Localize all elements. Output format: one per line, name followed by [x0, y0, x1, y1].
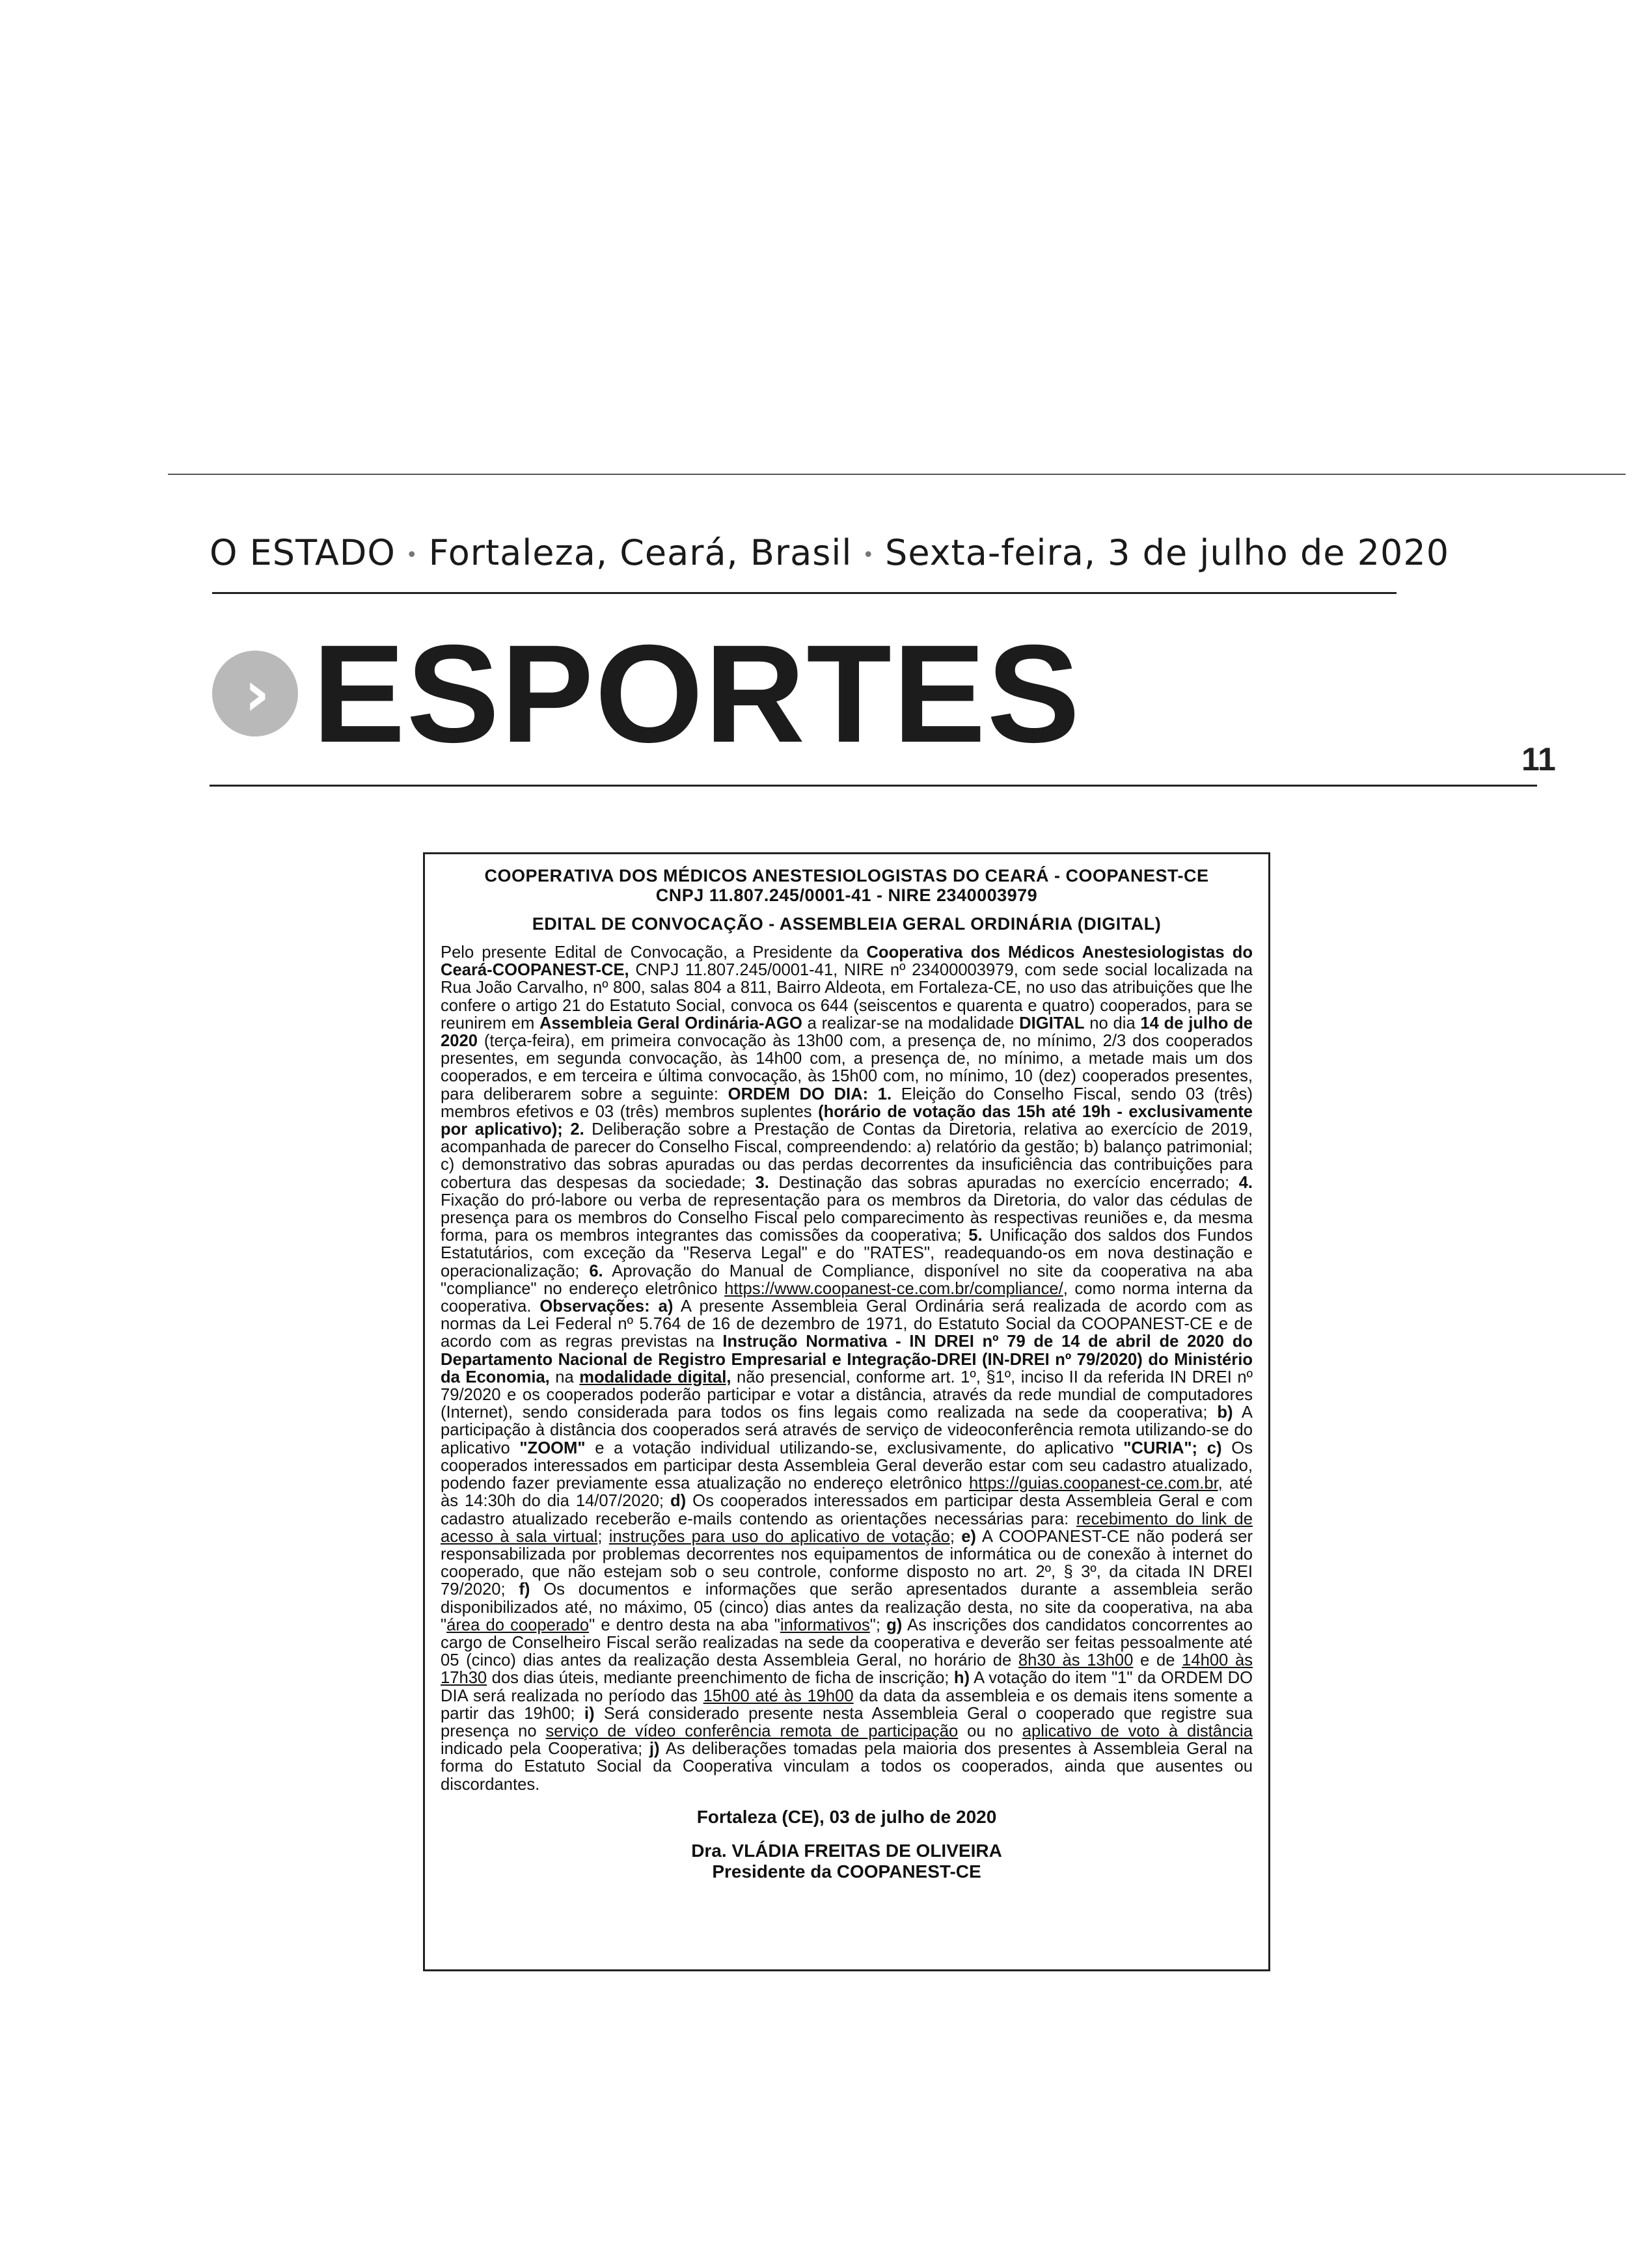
notice-text-run: "ZOOM": [519, 1438, 586, 1457]
notice-text-run: " e dentro desta na aba ": [589, 1615, 780, 1634]
notice-text-run: (horário de votação das 15h até 19h - exclusivamente por aplicativo); 2.: [441, 1102, 1253, 1139]
notice-text-run: a realizar-se na modalidade: [802, 1014, 1020, 1033]
notice-text-run: ;: [597, 1527, 609, 1546]
notice-text-run: 14h00 às 17h30: [441, 1651, 1253, 1688]
notice-text-run: 4.: [1238, 1173, 1253, 1192]
signatory-name: Dra. VLÁDIA FREITAS DE OLIVEIRA: [691, 1840, 1002, 1861]
notice-text-run: instruções para uso do aplicativo de votação: [608, 1527, 950, 1546]
notice-text-run: Pelo presente Edital de Convocação, a Presidente da: [441, 943, 867, 962]
notice-text-run: Deliberação sobre a Prestação de Contas da Diretoria, relativa ao exercício de 2019, acompanhada de parecer do Conselho Fiscal, compreendendo: a) relatório da gestão; b) balanço patrimonial; c) demonstrativo das sobras apuradas ou das perdas decorrentes da insuficiência das contribuições para cobertura das despesas da sociedade;: [441, 1120, 1253, 1192]
notice-text-run: Os cooperados interessados em participar desta Assembleia Geral e com cadastro atualizado receberão e-mails contendo as orientações necessárias para:: [441, 1492, 1253, 1528]
notice-text-run: A participação à distância dos cooperados será através de serviço de videoconferência remota utilizando-se do aplicativo: [441, 1403, 1253, 1457]
notice-text-run: 14 de julho de 2020: [441, 1014, 1253, 1051]
notice-text-run: Unificação dos saldos dos Fundos Estatutários, com exceção da "Reserva Legal" e do "RATES", readequando-os em nova destinação e operacionalização;: [441, 1226, 1253, 1280]
notice-text-run: 5.: [968, 1226, 983, 1245]
notice-title: EDITAL DE CONVOCAÇÃO - ASSEMBLEIA GERAL ORDINÁRIA (DIGITAL): [532, 914, 1162, 934]
notice-text-run: DIGITAL: [1019, 1014, 1085, 1033]
notice-text-run: A votação do item "1" da ORDEM DO DIA será realizada no período das: [441, 1669, 1253, 1705]
notice-text-run: h): [953, 1669, 970, 1688]
notice-text-run: (terça-feira), em primeira convocação às 13h00 com, a presença de, no mínimo, 2/3 dos cooperados presentes, em segunda convocação, às 14h00 com, a presença de, no mínimo, a metade mais um dos cooperados, e em terceira e última convocação, às 15h00 com, no mínimo, 10 (dez) cooperados presentes, para deliberarem sobre a seguinte:: [441, 1032, 1253, 1103]
notice-text-run: dos dias úteis, mediante preenchimento de ficha de inscrição;: [487, 1669, 954, 1688]
org-name: COOPERATIVA DOS MÉDICOS ANESTESIOLOGISTAS DO CEARÁ - COOPANEST-CE: [484, 866, 1209, 885]
notice-text-run: Destinação das sobras apuradas no exercício encerrado;: [769, 1173, 1239, 1192]
notice-text-run: 15h00 até às 19h00: [703, 1686, 854, 1705]
notice-text-run: https://guias.coopanest-ce.com.br,: [968, 1474, 1223, 1493]
notice-text-run: Assembleia Geral Ordinária-AGO: [539, 1014, 802, 1033]
notice-text-run: área do cooperado: [446, 1615, 590, 1634]
notice-text-run: indicado pela Cooperativa;: [441, 1740, 649, 1759]
notice-text-run: https://www.coopanest-ce.com.br/compliance/: [724, 1279, 1063, 1298]
masthead-line: [210, 532, 1450, 573]
place-date: Fortaleza (CE), 03 de julho de 2020: [696, 1806, 997, 1827]
notice-text-run: b): [1217, 1403, 1233, 1422]
notice-text-run: Eleição do Conselho Fiscal, sendo 03 (três) membros efetivos e 03 (três) membros suplentes: [441, 1085, 1253, 1121]
registry-line: CNPJ 11.807.245/0001-41 - NIRE 2340003979: [655, 885, 1038, 905]
notice-text-run: Os documentos e informações que serão apresentados durante a assembleia serão disponibilizados até, no máximo, 05 (cinco) dias antes da realização desta, no site da cooperativa, na aba ": [441, 1580, 1253, 1634]
notice-text-run: CNPJ 11.807.245/0001-41, NIRE nº 23400003979, com sede social localizada na Rua João Carvalho, nº 800, salas 804 a 811, Bairro Aldeota, em Fortaleza-CE, no uso das atribuições que lhe confere o artigo 21 do Estatuto Social, convoca os 644 (seiscentos e quarenta e quatro) cooperados, para se reunirem em: [441, 961, 1253, 1033]
notice-text-run: "CURIA"; c): [1123, 1438, 1222, 1457]
notice-text-run: 8h30 às 13h00: [1018, 1651, 1134, 1670]
notice-text-run: e): [961, 1527, 976, 1546]
notice-text-run: e de: [1133, 1651, 1182, 1670]
issue-date: Sexta-feira, 3 de julho de 2020: [885, 532, 1450, 573]
separator-dot: •: [862, 543, 875, 567]
page-number: 11: [1521, 741, 1556, 777]
notice-text-run: As inscrições dos candidatos concorrentes ao cargo de Conselheiro Fiscal serão realizadas na sede da cooperativa e deverão ser feitas pessoalmente até 05 (cinco) dias antes da realização desta Assembleia Geral, no horário de: [441, 1615, 1253, 1670]
notice-text-run: ;: [949, 1527, 962, 1546]
notice-text-run: e a votação individual utilizando-se, exclusivamente, do aplicativo: [585, 1438, 1124, 1457]
signatory-role: Presidente da COOPANEST-CE: [712, 1861, 981, 1882]
legal-notice: [423, 852, 1270, 1971]
notice-text-run: f): [519, 1580, 530, 1599]
notice-text-run: informativos: [780, 1615, 870, 1634]
notice-text-run: serviço de vídeo conferência remota de participação: [545, 1721, 959, 1740]
notice-text-run: modalidade digital,: [579, 1368, 731, 1386]
notice-text-run: A presente Assembleia Geral Ordinária será realizada de acordo com as normas da Lei Federal nº 5.764 de 16 de dezembro de 1971, do Estatuto Social da COOPANEST-CE e de acordo com as regras previstas na: [441, 1297, 1253, 1351]
notice-text-run: recebimento do link de acesso à sala virtual: [441, 1509, 1253, 1546]
notice-body: [441, 944, 1253, 1794]
notice-text-run: As deliberações tomadas pela maioria dos presentes à Assembleia Geral na forma do Estatuto Social da Cooperativa vinculam a todos os cooperados, ainda que ausentes ou discordantes.: [441, 1740, 1253, 1794]
chevron-right-icon: ›: [212, 651, 298, 736]
section-rule: [210, 785, 1537, 787]
top-rule: [168, 474, 1626, 475]
newspaper-name: O ESTADO: [210, 532, 396, 573]
notice-text-run: Cooperativa dos Médicos Anestesiologistas do Ceará-COOPANEST-CE,: [441, 943, 1253, 980]
notice-text-run: g): [886, 1615, 903, 1634]
notice-text-run: i): [584, 1704, 595, 1723]
notice-text-run: Fixação do pró-labore ou verba de representação para os membros da Diretoria, do valor das cédulas de presença para os membros do Conselho Fiscal pelo comparecimento às respectivas reuniões e, da mesma forma, para os membros integrantes das comissões da cooperativa;: [441, 1191, 1253, 1245]
notice-text-run: no dia: [1084, 1014, 1141, 1033]
notice-text-run: d): [670, 1492, 687, 1511]
notice-text-run: ou no: [958, 1721, 1022, 1740]
notice-text-run: até às 14:30h do dia 14/07/2020;: [441, 1474, 1253, 1511]
notice-text-run: Observações: a): [539, 1297, 674, 1316]
notice-text-run: da data da assembleia e os demais itens somente a partir das 19h00;: [441, 1686, 1253, 1723]
notice-text-run: ";: [869, 1615, 887, 1634]
notice-text-run: não presencial, conforme art. 1º, §1º, inciso II da referida IN DREI nº 79/2020 e os cooperados poderão participar e votar a distância, através da rede mundial de computadores (Internet), sendo considerada para todos os fins legais como realizada na sede da cooperativa;: [441, 1368, 1253, 1422]
notice-text-run: , como norma interna da cooperativa.: [441, 1279, 1253, 1316]
notice-text-run: j): [649, 1740, 660, 1759]
notice-text-run: na: [549, 1368, 580, 1386]
notice-text-run: Instrução Normativa - IN DREI nº 79 de 14 de abril de 2020 do Departamento Nacional de Registro Empresarial e Integração-DREI (IN-DREI nº 79/2020) do Ministério da Economia,: [441, 1332, 1253, 1386]
notice-text-run: Aprovação do Manual de Compliance, disponível no site da cooperativa na aba "compliance" no endereço eletrônico: [441, 1262, 1253, 1298]
separator-dot: •: [405, 543, 418, 567]
city-label: Fortaleza, Ceará, Brasil: [428, 532, 852, 573]
notice-text-run: A COOPANEST-CE não poderá ser responsabilizada por problemas decorrentes nos equipamentos de informática ou de conexão à internet do cooperado, que não estejam sob o seu controle, conforme disposto no art. 2º, § 3º, da citada IN DREI 79/2020;: [441, 1527, 1253, 1599]
notice-text-run: aplicativo de voto à distância: [1022, 1721, 1253, 1740]
notice-text-run: 6.: [589, 1262, 603, 1280]
notice-text-run: Os cooperados interessados em participar desta Assembleia Geral deverão estar com seu cadastro atualizado, podendo fazer previamente essa atualização no endereço eletrônico: [441, 1438, 1253, 1493]
notice-text-run: ORDEM DO DIA: 1.: [728, 1085, 892, 1103]
masthead-rule: [212, 592, 1397, 594]
notice-text-run: Será considerado presente nesta Assembleia Geral o cooperado que registre sua presença no: [441, 1704, 1253, 1740]
section-title: ESPORTES: [312, 616, 1082, 772]
notice-text-run: 3.: [755, 1173, 769, 1192]
